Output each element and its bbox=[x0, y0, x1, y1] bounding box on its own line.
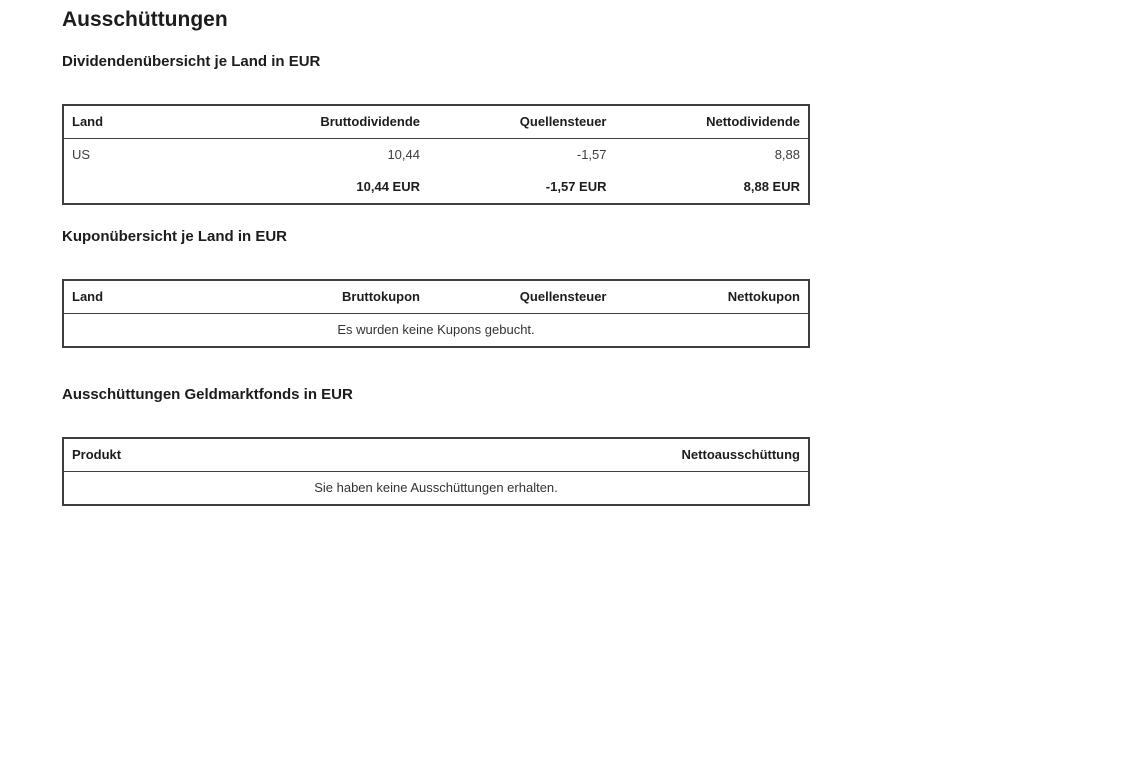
money-market-empty-message: Sie haben keine Ausschüttungen erhalten. bbox=[314, 480, 558, 495]
dividends-table bbox=[62, 104, 810, 205]
coupons-empty-row bbox=[63, 314, 809, 348]
report-content bbox=[0, 0, 810, 506]
dividends-totals-row bbox=[63, 171, 809, 204]
dividends-header-row bbox=[63, 105, 809, 139]
coupons-header-row bbox=[63, 280, 809, 314]
column-header-bruttokupon: Bruttokupon bbox=[250, 280, 437, 314]
money-market-header-row bbox=[63, 438, 809, 472]
column-header-bruttodividende: Bruttodividende bbox=[250, 105, 437, 139]
totals-cell-bruttodividende: 10,44 EUR bbox=[356, 179, 420, 194]
totals-cell-quellensteuer: -1,57 EUR bbox=[545, 179, 607, 194]
money-market-empty-row bbox=[63, 472, 809, 506]
cell-bruttodividende: 10,44 bbox=[387, 147, 420, 162]
totals-cell-empty bbox=[63, 171, 250, 204]
coupons-section-heading: Kuponübersicht je Land in EUR bbox=[62, 228, 288, 245]
column-header-produkt: Produkt bbox=[63, 438, 436, 472]
dividends-section-heading: Dividendenübersicht je Land in EUR bbox=[62, 53, 321, 70]
column-header-quellensteuer: Quellensteuer bbox=[436, 280, 623, 314]
column-header-nettokupon: Nettokupon bbox=[623, 280, 810, 314]
cell-land: US bbox=[72, 147, 91, 162]
column-header-land: Land bbox=[63, 105, 250, 139]
page-title: Ausschüttungen bbox=[62, 8, 228, 31]
column-header-nettoausschuettung: Nettoausschüttung bbox=[436, 438, 809, 472]
column-header-land: Land bbox=[63, 280, 250, 314]
totals-cell-nettodividende: 8,88 EUR bbox=[743, 179, 800, 194]
column-header-nettodividende: Nettodividende bbox=[623, 105, 810, 139]
coupons-empty-message: Es wurden keine Kupons gebucht. bbox=[337, 322, 535, 337]
money-market-section-heading: Ausschüttungen Geldmarktfonds in EUR bbox=[62, 386, 353, 403]
coupons-table bbox=[62, 279, 810, 348]
column-header-quellensteuer: Quellensteuer bbox=[436, 105, 623, 139]
money-market-table bbox=[62, 437, 810, 506]
cell-nettodividende: 8,88 bbox=[774, 147, 800, 162]
dividends-data-row-us bbox=[63, 139, 809, 172]
cell-quellensteuer: -1,57 bbox=[576, 147, 607, 162]
